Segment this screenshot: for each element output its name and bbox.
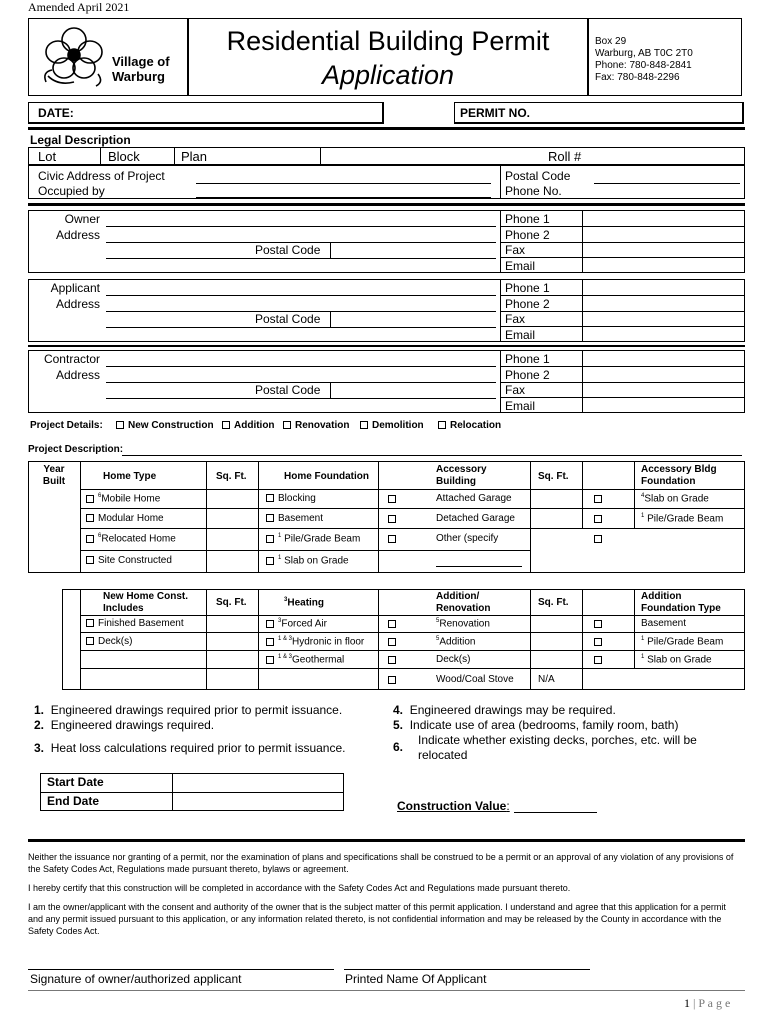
applicant-postal-label: Postal Code (255, 312, 321, 326)
option-label: Pile/Grade Beam (647, 513, 724, 525)
year-header-line: Year (43, 464, 65, 475)
home-type-header: Home Type (103, 471, 157, 482)
option-label: Blocking (278, 493, 316, 504)
footer-rule (28, 990, 745, 991)
footnote-mark: 1 & 3 (278, 636, 293, 642)
phone1-label: Phone 1 (505, 352, 550, 366)
note-number: 5. (393, 718, 404, 732)
foundation-pile[interactable] (266, 533, 360, 544)
page-label: | P a g e (693, 996, 731, 1010)
accessory-foundation-header (641, 464, 717, 488)
phone1-label: Phone 1 (505, 212, 550, 226)
legal-paragraph: Neither the issuance nor granting of a permit, nor the examination of plans and specifications shall be construed to be a permit or an approval of any violation of any provisions of the Safety Codes Act, Regulations made pursuant thereto, bylaws or agreement. (28, 852, 734, 874)
note-text: Indicate use of area (bedrooms, family room, bath) (409, 718, 679, 732)
heating-geothermal[interactable] (266, 654, 344, 665)
header-line: Accessory Bldg (641, 464, 717, 475)
accessory-building-header (436, 464, 487, 488)
option-label: Renovation (295, 420, 350, 431)
date-field[interactable] (28, 102, 384, 124)
permit-label: PERMIT NO. (460, 106, 531, 120)
header-line: Addition (641, 591, 682, 602)
addition-header (436, 591, 490, 615)
note-4 (393, 703, 743, 718)
owner-postal-label: Postal Code (255, 243, 321, 257)
checkbox[interactable] (266, 620, 274, 628)
option-label: Relocated Home (101, 533, 176, 545)
village-flower-logo (38, 24, 110, 90)
reno-renovation-checkbox[interactable] (388, 618, 400, 630)
civic-input[interactable] (196, 183, 491, 184)
header-line: Building (436, 476, 476, 487)
option-addition[interactable] (222, 420, 275, 431)
page-subtitle: Application (321, 60, 455, 90)
home-type-site[interactable] (86, 555, 172, 566)
option-label: Forced Air (281, 618, 327, 630)
village-name-line2: Warburg (112, 69, 165, 84)
note-text: Engineered drawings required. (50, 718, 215, 732)
header-line: New Home Const. (103, 591, 189, 602)
owner-name-input[interactable] (106, 226, 496, 227)
email-label: Email (505, 258, 536, 273)
contractor-label: Contractor (43, 352, 100, 366)
option-label: Deck(s) (98, 636, 133, 647)
option-demolition[interactable] (360, 420, 424, 431)
add-found-basement-checkbox[interactable] (594, 618, 606, 630)
occupied-input[interactable] (196, 197, 491, 198)
accessory-other-label: Other (specify (436, 533, 499, 544)
header-line: Accessory (436, 464, 487, 475)
legal-paragraph: I am the owner/applicant with the consent and authority of the owner that is the subject matter of this permit application. I understand and agree that this application for a permit and any permit issued pursuant to this application, or any information related thereto, is not confidential information and may be released by the County in accordance with the Safety Codes Act. (28, 902, 726, 936)
option-label: Hydronic in floor (292, 636, 365, 648)
contractor-postal-label: Postal Code (255, 383, 321, 397)
option-label: Relocation (450, 420, 502, 431)
postal-label: Postal Code (505, 169, 571, 183)
heating-header (284, 597, 324, 608)
construction-value-input[interactable] (514, 812, 597, 813)
amended-note: Amended April 2021 (28, 0, 130, 14)
add-found-pile-label (641, 636, 723, 647)
email-label: Email (505, 327, 536, 342)
addition-sqft-header: Sq. Ft. (538, 597, 569, 608)
option-label: Renovation (439, 618, 490, 630)
note-1 (34, 703, 346, 718)
postal-input[interactable] (594, 183, 740, 184)
accessory-other-input[interactable] (436, 566, 522, 567)
email-label: Email (505, 398, 536, 413)
option-label: Pile/Grade Beam (647, 636, 724, 648)
page-number (684, 996, 730, 1011)
header-line: Includes (103, 603, 144, 614)
label-text: Construction Value (397, 799, 507, 813)
heating-hydronic[interactable] (266, 636, 364, 647)
footnote-mark: 4 (641, 493, 645, 499)
option-label: Addition (234, 420, 275, 431)
foundation-basement[interactable] (266, 513, 323, 524)
heating-forced-air[interactable] (266, 618, 327, 629)
header-line: Foundation (641, 476, 696, 487)
printed-name-label: Printed Name Of Applicant (345, 972, 487, 986)
address-line: Box 29 (595, 36, 627, 47)
header-text: Heating (287, 597, 325, 609)
reno-addition-checkbox[interactable] (388, 636, 400, 648)
home-type-mobile[interactable] (86, 493, 160, 504)
note-number: 2. (34, 718, 45, 732)
option-label: Finished Basement (98, 618, 184, 629)
footnote-mark: 5 (436, 636, 440, 642)
page-title: Residential Building Permit (226, 26, 550, 56)
stove-na: N/A (538, 674, 555, 685)
construction-value-label: Construction Value: (397, 799, 510, 813)
add-found-slab-checkbox[interactable] (594, 654, 606, 666)
applicant-contact-labels (505, 281, 550, 343)
note-5 (393, 718, 743, 733)
address-line: Phone: 780-848-2841 (595, 60, 692, 71)
footnote-mark: 1 (278, 533, 282, 539)
address-line: Warburg, AB T0C 2T0 (595, 48, 693, 59)
applicant-address-input-2[interactable] (106, 327, 496, 328)
note-text: relocated (418, 748, 468, 762)
note-3 (34, 741, 346, 756)
signature-input[interactable] (28, 969, 334, 970)
checkbox[interactable] (438, 421, 446, 429)
project-details-label: Project Details: (30, 420, 103, 431)
footnote-mark: 3 (278, 618, 282, 624)
owner-address-label: Address (55, 228, 100, 242)
checkbox[interactable] (266, 638, 274, 646)
project-description-label: Project Description: (28, 444, 124, 455)
add-found-basement-label: Basement (641, 618, 687, 629)
add-found-pile-checkbox[interactable] (594, 636, 606, 648)
contractor-name-input[interactable] (106, 366, 496, 367)
header-line: Addition/ (436, 591, 480, 602)
village-name (112, 54, 170, 84)
note-6 (393, 733, 743, 763)
footnote-mark: 6 (98, 493, 102, 499)
option-label: Demolition (372, 420, 424, 431)
includes-finished-basement[interactable] (86, 618, 184, 629)
acc-extra-checkbox[interactable] (594, 533, 606, 545)
accessory-other-checkbox[interactable] (388, 533, 400, 545)
occupied-label: Occupied by (38, 184, 105, 198)
owner-address-input-2[interactable] (106, 258, 496, 259)
notes-left (34, 703, 346, 756)
acc-pile-label (641, 513, 723, 524)
checkbox[interactable] (266, 514, 274, 522)
footnote-mark: 6 (98, 533, 102, 539)
divider (28, 345, 745, 347)
fax-label: Fax (505, 312, 526, 326)
includes-decks[interactable] (86, 636, 132, 647)
note-text: Indicate whether existing decks, porches, etc. will be (418, 733, 697, 747)
checkbox[interactable] (266, 656, 274, 664)
footnote-mark: 1 (641, 636, 645, 642)
year-built-header (28, 464, 80, 488)
sqft-header: Sq. Ft. (216, 471, 247, 482)
note-number: 6. (393, 740, 404, 754)
end-date-input[interactable] (174, 794, 342, 810)
notes-right (393, 703, 743, 763)
header-line: Foundation Type (641, 603, 721, 614)
checkbox[interactable] (360, 421, 368, 429)
checkbox[interactable] (86, 619, 94, 627)
addition-foundation-header (641, 591, 721, 615)
checkbox[interactable] (266, 535, 274, 543)
option-label: Pile/Grade Beam (284, 533, 361, 545)
owner-label: Owner (64, 212, 100, 226)
option-label: Slab on Grade (284, 555, 349, 567)
village-name-line1: Village of (112, 54, 170, 69)
checkbox[interactable] (283, 421, 291, 429)
note-2 (34, 718, 346, 733)
page-num: 1 (684, 996, 690, 1010)
option-label: Basement (278, 513, 324, 524)
legal-text (28, 851, 742, 937)
footnote-mark: 1 & 3 (278, 654, 293, 660)
end-date-label: End Date (47, 794, 100, 808)
footnote-mark: 3 (284, 597, 288, 603)
footnote-mark: 1 (641, 513, 645, 519)
foundation-blocking[interactable] (266, 493, 316, 504)
divider (28, 203, 745, 206)
applicant-label: Applicant (50, 281, 100, 295)
reno-renovation-label (436, 618, 490, 629)
footnote-mark: 5 (436, 618, 440, 624)
reno-stove-label: Wood/Coal Stove (436, 674, 514, 685)
accessory-detached-label: Detached Garage (436, 513, 515, 524)
signature-label: Signature of owner/authorized applicant (30, 972, 242, 986)
checkbox[interactable] (222, 421, 230, 429)
divider (28, 127, 745, 130)
accessory-attached-checkbox[interactable] (388, 493, 400, 505)
built-header-line: Built (42, 476, 66, 487)
address-line: Fax: 780-848-2296 (595, 72, 680, 83)
acc-slab-label (641, 493, 709, 504)
acc-pile-checkbox[interactable] (594, 513, 606, 525)
footnote-mark: 1 (278, 555, 282, 561)
note-number: 1. (34, 703, 45, 717)
village-address (595, 36, 693, 84)
applicant-name-input[interactable] (106, 295, 496, 296)
header-line: Renovation (436, 603, 491, 614)
phone1-label: Phone 1 (505, 281, 550, 295)
checkbox[interactable] (86, 495, 94, 503)
reno-addition-label (436, 636, 475, 647)
start-date-label: Start Date (47, 775, 104, 789)
note-number: 3. (34, 741, 45, 755)
phone2-label: Phone 2 (505, 367, 550, 382)
fax-label: Fax (505, 383, 526, 397)
checkbox[interactable] (116, 421, 124, 429)
option-new-construction[interactable] (116, 420, 214, 431)
option-renovation[interactable] (283, 420, 349, 431)
option-label: Slab on Grade (647, 654, 712, 666)
footnote-mark: 1 (641, 654, 645, 660)
legal-paragraph: I hereby certify that this construction will be completed in accordance with the Safety Codes Act and Regulations made pursuant thereto. (28, 883, 571, 893)
new-home-header (103, 591, 188, 615)
option-relocation[interactable] (438, 420, 501, 431)
contractor-contact-labels (505, 352, 550, 414)
option-label: Addition (439, 636, 476, 648)
note-text: Engineered drawings may be required. (409, 703, 616, 717)
owner-contact-labels (505, 212, 550, 274)
sqft-header-2: Sq. Ft. (216, 597, 247, 608)
checkbox[interactable] (86, 637, 94, 645)
option-label: New Construction (128, 420, 214, 431)
checkbox[interactable] (266, 494, 274, 502)
checkbox[interactable] (86, 514, 94, 522)
option-label: Slab on Grade (644, 493, 709, 505)
accessory-detached-checkbox[interactable] (388, 513, 400, 525)
printed-name-input[interactable] (344, 969, 590, 970)
note-number: 4. (393, 703, 404, 717)
checkbox[interactable] (86, 535, 94, 543)
project-description-input[interactable] (122, 455, 742, 456)
option-label: Geothermal (292, 654, 345, 666)
civic-label: Civic Address of Project (38, 169, 165, 183)
roll-label: Roll # (548, 149, 582, 164)
applicant-address-label: Address (55, 297, 100, 311)
option-label: Modular Home (98, 513, 164, 524)
block-label: Block (108, 149, 140, 164)
add-found-slab-label (641, 654, 712, 665)
phone2-label: Phone 2 (505, 227, 550, 242)
plan-label: Plan (181, 149, 208, 164)
reno-decks-label: Deck(s) (436, 654, 471, 665)
phone2-label: Phone 2 (505, 296, 550, 311)
lot-label: Lot (38, 149, 57, 164)
reno-decks-checkbox[interactable] (388, 654, 400, 666)
contractor-address-label: Address (55, 368, 100, 382)
option-label: Mobile Home (101, 493, 161, 505)
checkbox[interactable] (266, 557, 274, 565)
note-text: Engineered drawings required prior to permit issuance. (50, 703, 343, 717)
accessory-attached-label: Attached Garage (436, 493, 512, 504)
contractor-address-input-2[interactable] (106, 398, 496, 399)
reno-stove-checkbox[interactable] (388, 674, 400, 686)
phone-no-label: Phone No. (505, 184, 562, 198)
home-type-modular[interactable] (86, 513, 164, 524)
home-foundation-header: Home Foundation (284, 471, 369, 482)
acc-slab-checkbox[interactable] (594, 493, 606, 505)
fax-label: Fax (505, 243, 526, 257)
option-label: Site Constructed (98, 555, 172, 566)
accessory-sqft-header: Sq. Ft. (538, 471, 569, 482)
note-text: Heat loss calculations required prior to permit issuance. (50, 741, 346, 755)
home-type-relocated[interactable] (86, 533, 176, 544)
foundation-slab[interactable] (266, 555, 349, 566)
date-label: DATE: (38, 106, 74, 120)
start-date-input[interactable] (174, 775, 342, 791)
legal-heading: Legal Description (30, 133, 131, 147)
divider (28, 839, 745, 842)
checkbox[interactable] (86, 556, 94, 564)
